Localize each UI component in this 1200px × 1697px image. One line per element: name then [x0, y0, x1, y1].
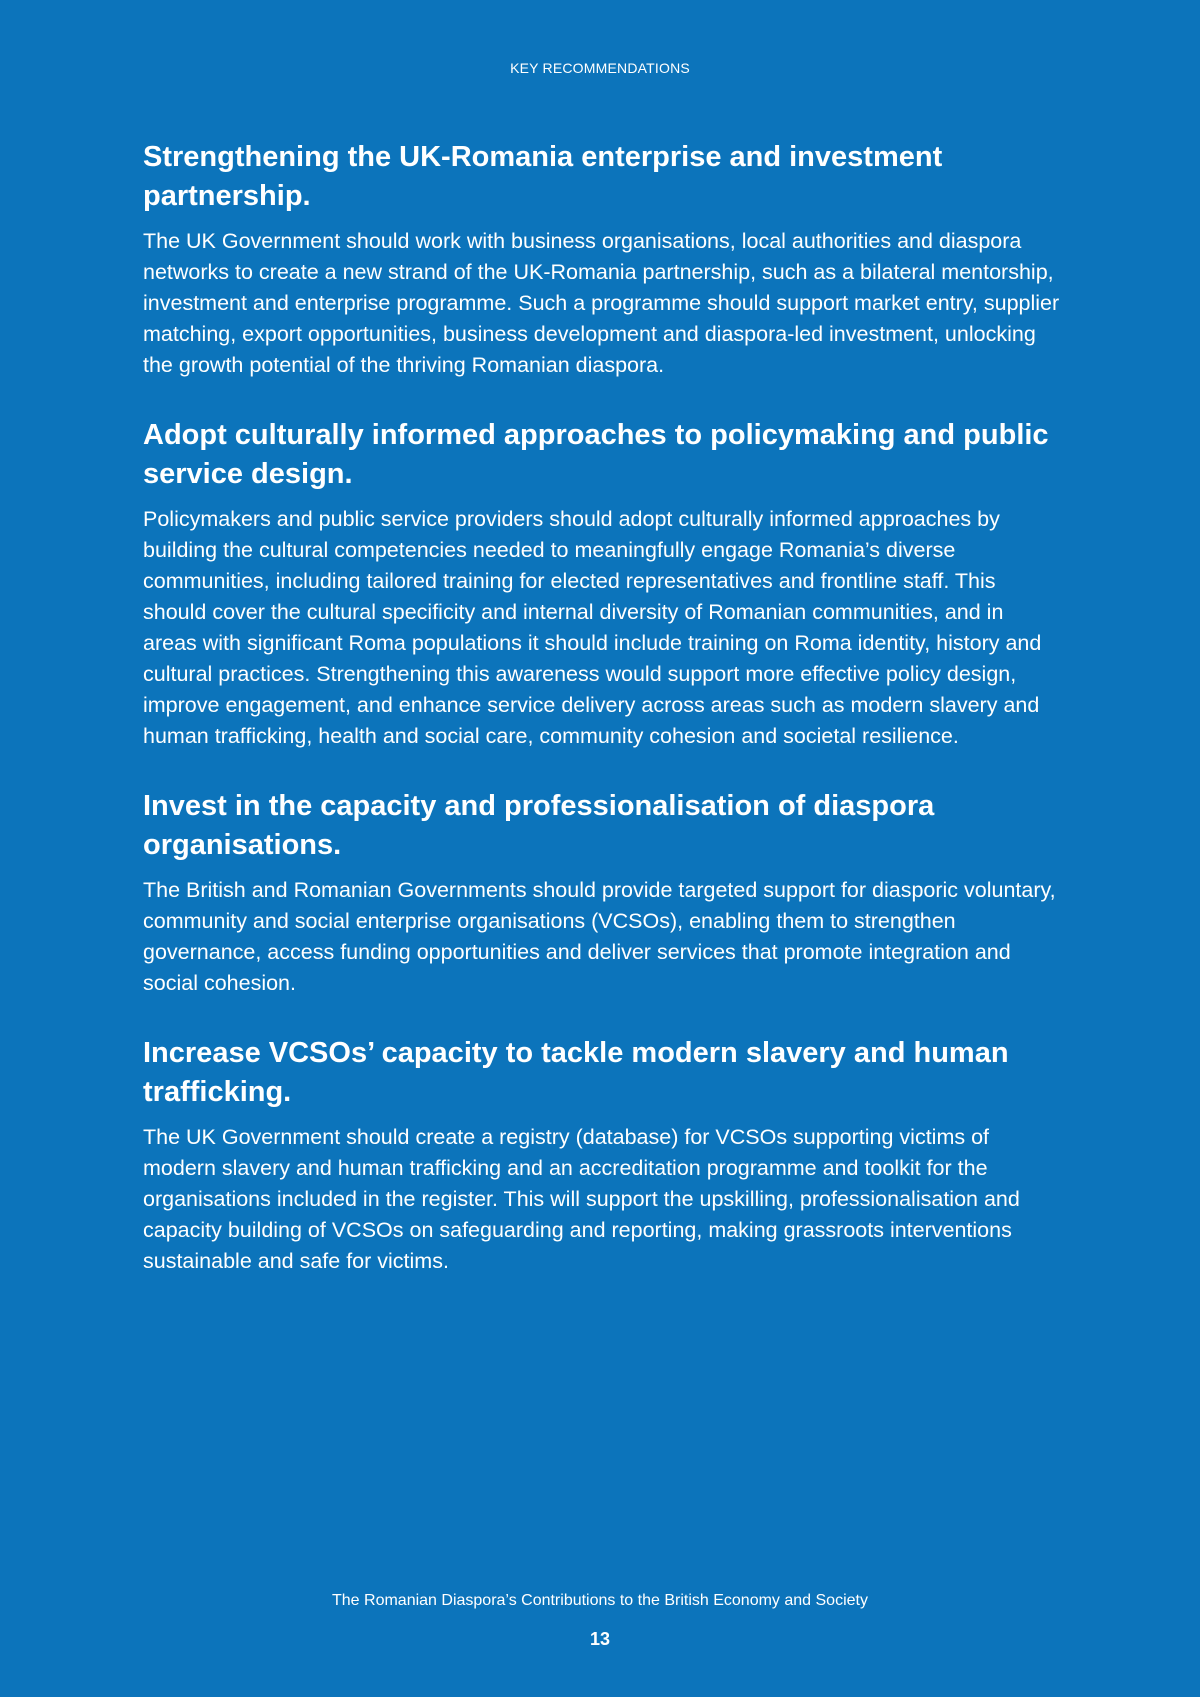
page-number: 13	[589, 1629, 611, 1649]
section-heading: Invest in the capacity and professionalisation of diaspora organisations.	[143, 790, 935, 861]
running-header: KEY RECOMMENDATIONS	[510, 60, 690, 76]
recommendations-content	[143, 138, 1063, 1312]
section-body: Policymakers and public service providers should adopt culturally informed approaches by building the cultural competencies needed to meaningfully engage Romania’s diverse communities, including tailored training for elected representatives and frontline staff. This should cover the cultural specificity and internal diversity of Romanian communities, and in areas with significant Roma populations it should include training on Roma identity, history and cultural practices. Strengthening this awareness would support more effective policy design, improve engagement, and enhance service delivery across areas such as modern slavery and human trafficking, health and social care, community cohesion and societal resilience.	[143, 507, 1042, 748]
section-heading: Adopt culturally informed approaches to policymaking and public service design.	[143, 419, 1049, 490]
recommendation-section	[143, 416, 1063, 752]
recommendation-section	[143, 787, 1063, 999]
publication-title-footer: The Romanian Diaspora’s Contributions to the British Economy and Society	[332, 1592, 868, 1609]
section-heading: Increase VCSOs’ capacity to tackle modern slavery and human trafficking.	[143, 1037, 1009, 1108]
section-body: The UK Government should work with business organisations, local authorities and diaspora networks to create a new strand of the UK-Romania partnership, such as a bilateral mentorship, investment and enterprise programme. Such a programme should support market entry, supplier matching, export opportunities, business development and diaspora-led investment, unlocking the growth potential of the thriving Romanian diaspora.	[143, 229, 1060, 377]
section-body: The UK Government should create a registry (database) for VCSOs supporting victims of modern slavery and human trafficking and an accreditation programme and toolkit for the organisations included in the register. This will support the upskilling, professionalisation and capacity building of VCSOs on safeguarding and reporting, making grassroots interventions sustainable and safe for victims.	[143, 1125, 1020, 1273]
section-heading: Strengthening the UK-Romania enterprise and investment partnership.	[143, 141, 943, 212]
recommendation-section	[143, 1034, 1063, 1277]
recommendation-section	[143, 138, 1063, 381]
section-body: The British and Romanian Governments should provide targeted support for diasporic voluntary, community and social enterprise organisations (VCSOs), enabling them to strengthen governance, access funding opportunities and deliver services that promote integration and social cohesion.	[143, 878, 1056, 995]
